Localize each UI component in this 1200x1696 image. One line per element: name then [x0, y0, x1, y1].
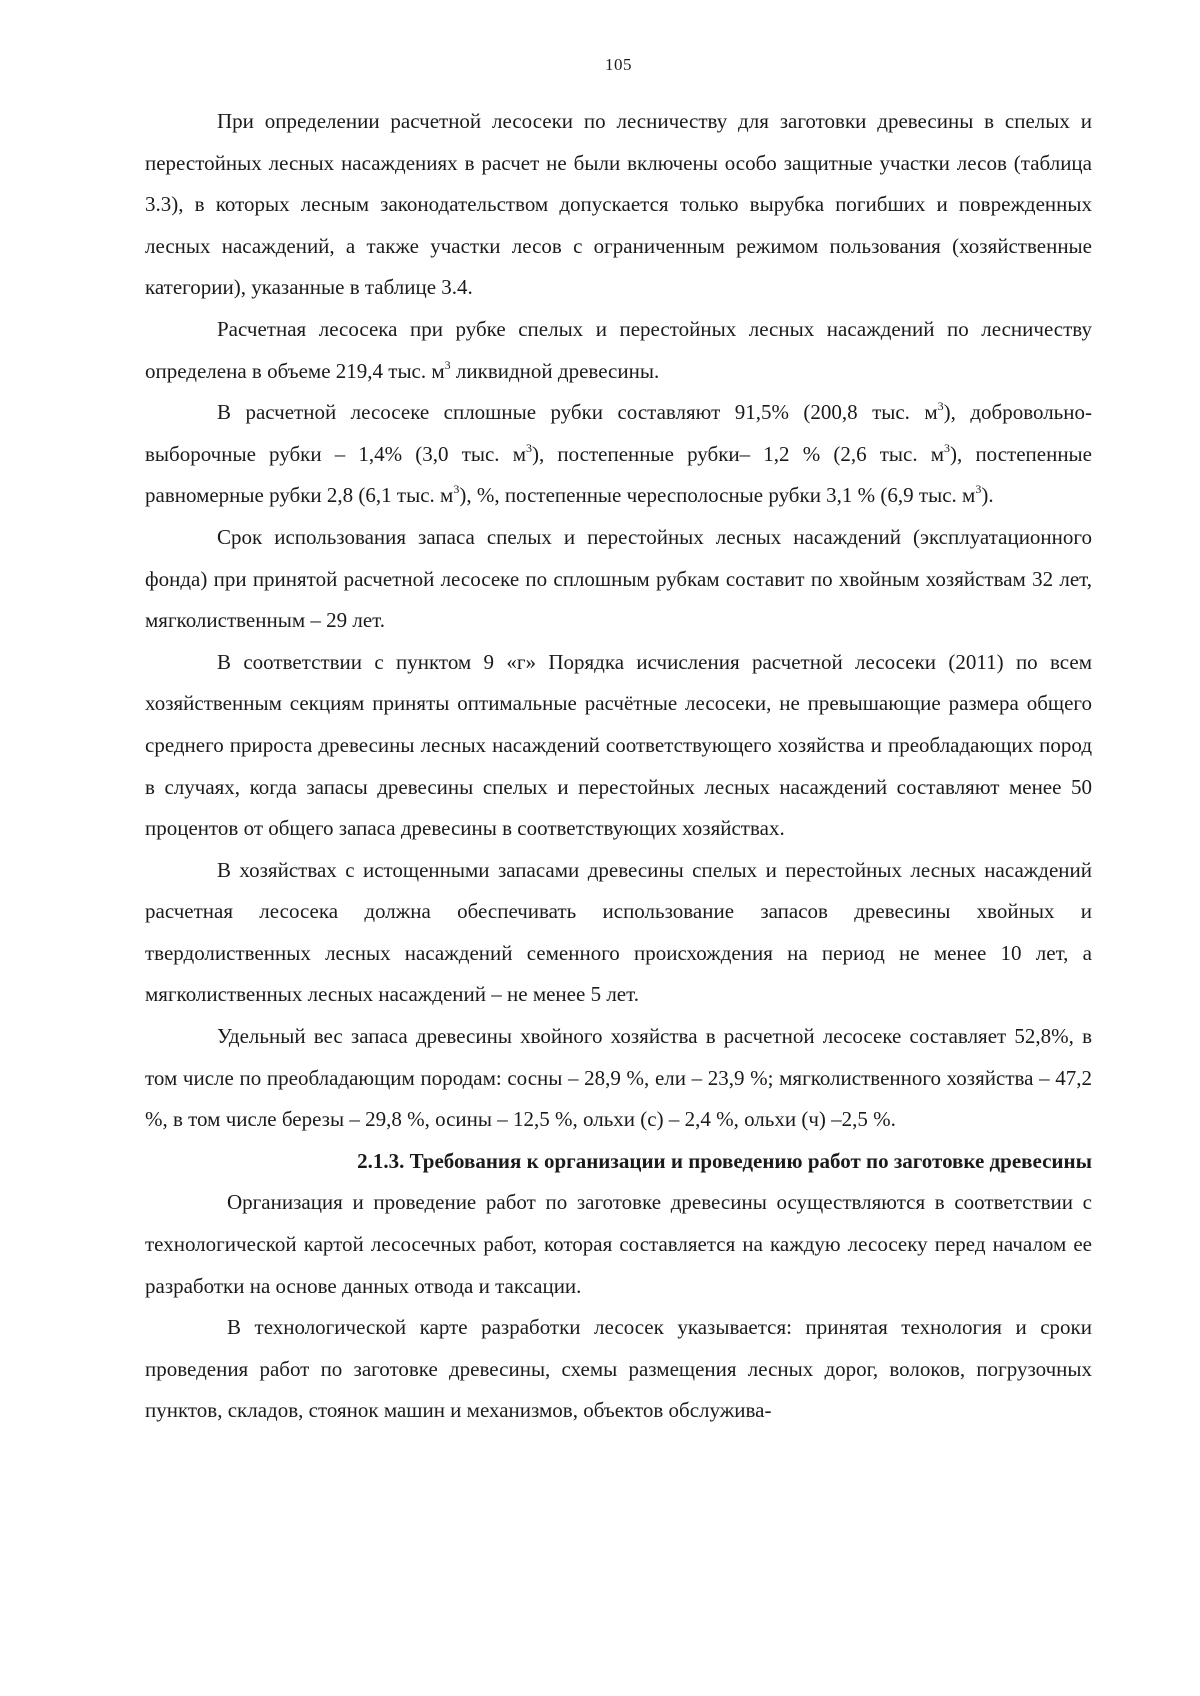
- paragraph-9: В технологической карте разработки лесосек указывается: принятая технология и сроки проведения работ по заготовке древесины, схемы размещения лесных дорог, волоков, погрузочных пунктов, складов, стоянок машин и механизмов, объектов обслужива-: [145, 1315, 1092, 1423]
- paragraph-3-text-2: ), добровольно-выборочные рубки – 1,4% (3,0 тыс. м: [145, 400, 1092, 466]
- paragraph-3-text-3: ), постепенные рубки– 1,2 % (2,6 тыс. м: [532, 441, 945, 466]
- paragraph-8: Организация и проведение работ по заготовке древесины осуществляются в соответствии с технологической картой лесосечных работ, которая составляется на каждую лесосеку перед началом ее разработки на основе данных отвода и таксации.: [145, 1190, 1092, 1298]
- paragraph-4: Срок использования запаса спелых и перестойных лесных насаждений (эксплуатационного фонда) при принятой расчетной лесосеке по сплошным рубкам составит по хвойным хозяйствам 32 лет, мягколиственным – 29 лет.: [145, 524, 1092, 633]
- paragraph-3-text-6: ).: [981, 483, 994, 508]
- body-text: [145, 101, 1092, 1432]
- paragraph-5: В соответствии с пунктом 9 «г» Порядка исчисления расчетной лесосеки (2011) по всем хозяйственным секциям приняты оптимальные расчётные лесосеки, не превышающие размера общего среднего прироста древесины лесных насаждений соответствующего хозяйства и преобладающих пород в случаях, когда запасы древесины спелых и перестойных лесных насаждений составляют менее 50 процентов от общего запаса древесины в соответствующих хозяйствах.: [145, 649, 1092, 841]
- paragraph-3-text-1: В расчетной лесосеке сплошные рубки составляют 91,5% (200,8 тыс. м: [217, 400, 938, 425]
- superscript: 3: [975, 482, 982, 497]
- paragraph-1: При определении расчетной лесосеки по лесничеству для заготовки древесины в спелых и перестойных лесных насаждениях в расчет не были включены особо защитные участки лесов (таблица 3.3), в которых лесным законодательством допускается только вырубка погибших и поврежденных лесных насаждений, а также участки лесов с ограниченным режимом пользования (хозяйственные категории), указанные в таблице 3.4.: [145, 109, 1092, 300]
- paragraph-2-text-b: ликвидной древесины.: [450, 358, 660, 383]
- paragraph-3-text-4: ), постепенные равномерные рубки 2,8 (6,1 тыс. м: [145, 441, 1092, 508]
- paragraph-6: В хозяйствах с истощенными запасами древесины спелых и перестойных лесных насаждений расчетная лесосека должна обеспечивать использование запасов древесины хвойных и твердолиственных лесных насаждений семенного происхождения на период не менее 10 лет, а мягколиственных лесных насаждений – не менее 5 лет.: [145, 857, 1092, 1007]
- page-number: 105: [605, 55, 632, 74]
- paragraph-3-text-5: ), %, постепенные чересполосные рубки 3,1 % (6,9 тыс. м: [459, 483, 976, 508]
- superscript: 3: [453, 482, 460, 497]
- superscript: 3: [444, 357, 451, 372]
- paragraph-7: Удельный вес запаса древесины хвойного хозяйства в расчетной лесосеке составляет 52,8%, в том числе по преобладающим породам: сосны – 28,9 %, ели – 23,9 %; мягколиственного хозяйства – 47,2 %, в том числе березы – 29,8 %, осины – 12,5 %, ольхи (с) – 2,4 %, ольхи (ч) –2,5 %.: [145, 1024, 1092, 1132]
- superscript: 3: [944, 440, 951, 455]
- paragraph-2-text-a: Расчетная лесосека при рубке спелых и перестойных лесных насаждений по лесничеству определена в объеме 219,4 тыс. м: [145, 316, 1092, 383]
- superscript: 3: [937, 399, 944, 414]
- section-heading: 2.1.3. Требования к организации и проведению работ по заготовке древесины: [357, 1148, 1092, 1173]
- superscript: 3: [526, 440, 532, 455]
- paragraph-2: [145, 309, 1092, 392]
- paragraph-3: [145, 392, 1092, 517]
